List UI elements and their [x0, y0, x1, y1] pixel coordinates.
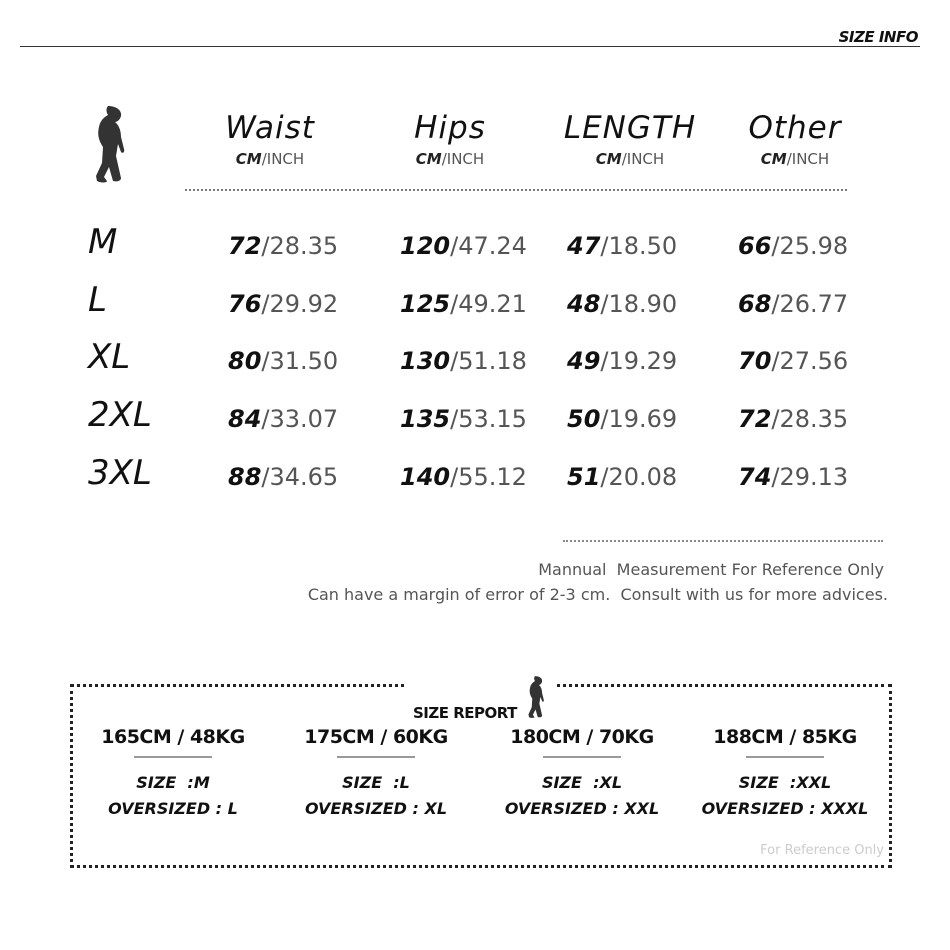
size-label: L — [88, 280, 107, 320]
oversized-size: OVERSIZED : XL — [304, 799, 448, 818]
cm-value: 66 — [738, 232, 772, 260]
cm-value: 72 — [228, 232, 262, 260]
inch-value: /19.29 — [600, 347, 678, 375]
cm-value: 72 — [738, 405, 772, 433]
oversized-size: OVERSIZED : XXL — [504, 799, 660, 818]
divider — [543, 756, 621, 758]
measurement-cell — [400, 463, 527, 491]
inch-value: /34.65 — [261, 463, 339, 491]
inch-value: /25.98 — [771, 232, 849, 260]
human-silhouette-icon — [86, 104, 130, 188]
size-label: 3XL — [88, 453, 152, 493]
measurement-cell — [228, 347, 338, 375]
inch-value: /51.18 — [450, 347, 527, 375]
cm-value: 84 — [228, 405, 262, 433]
cm-value: 74 — [738, 463, 772, 491]
size-report-item — [482, 726, 682, 822]
note-line-1: Mannual Measurement For Reference Only — [538, 560, 884, 579]
cm-value: 50 — [567, 405, 601, 433]
measurement-cell — [738, 290, 848, 318]
column-header-other: Other CM/INCH — [748, 110, 842, 168]
cm-value: 48 — [567, 290, 601, 318]
inch-value: /19.69 — [600, 405, 678, 433]
inch-value: /28.35 — [771, 405, 849, 433]
recommended-size: SIZE :M — [136, 773, 210, 792]
inch-value: /18.90 — [600, 290, 678, 318]
measurement-cell — [567, 463, 677, 491]
size-label: XL — [88, 337, 131, 377]
cm-value: 130 — [400, 347, 451, 375]
inch-value: /29.13 — [771, 463, 849, 491]
measurement-cell — [567, 290, 677, 318]
inch-value: /53.15 — [450, 405, 527, 433]
size-label: 2XL — [88, 395, 152, 435]
measurement-cell — [400, 347, 527, 375]
divider — [134, 756, 212, 758]
height-weight: 188CM / 85KG — [713, 726, 857, 748]
cm-value: 70 — [738, 347, 772, 375]
cm-value: 88 — [228, 463, 262, 491]
dotted-divider — [185, 189, 847, 191]
cm-value: 49 — [567, 347, 601, 375]
inch-value: /20.08 — [600, 463, 678, 491]
divider — [337, 756, 415, 758]
measurement-cell — [228, 232, 338, 260]
cm-value: 76 — [228, 290, 262, 318]
inch-value: /29.92 — [261, 290, 339, 318]
column-header-hips: Hips CM/INCH — [414, 110, 486, 168]
note-line-2: Can have a margin of error of 2-3 cm. Consult with us for more advices. — [307, 585, 888, 604]
size-report-item — [276, 726, 476, 822]
measurement-cell — [738, 347, 848, 375]
measurement-cell — [400, 232, 527, 260]
height-weight: 180CM / 70KG — [510, 726, 654, 748]
measurement-cell — [567, 347, 677, 375]
measurement-cell — [738, 232, 848, 260]
oversized-size: OVERSIZED : XXXL — [701, 799, 869, 818]
size-label: M — [88, 222, 118, 262]
measurement-cell — [228, 463, 338, 491]
cm-value: 80 — [228, 347, 262, 375]
measurement-cell — [228, 405, 338, 433]
measurement-cell — [400, 290, 527, 318]
height-weight: 175CM / 60KG — [304, 726, 448, 748]
height-weight: 165CM / 48KG — [101, 726, 245, 748]
recommended-size: SIZE :XXL — [738, 773, 832, 792]
divider — [20, 46, 920, 47]
recommended-size: SIZE :XL — [541, 773, 623, 792]
measurement-cell — [738, 405, 848, 433]
size-report-item — [685, 726, 885, 822]
inch-value: /49.21 — [450, 290, 527, 318]
inch-value: /33.07 — [261, 405, 339, 433]
inch-value: /27.56 — [771, 347, 849, 375]
divider — [746, 756, 824, 758]
inch-value: /26.77 — [771, 290, 849, 318]
cm-value: 47 — [567, 232, 601, 260]
cm-value: 125 — [400, 290, 451, 318]
size-report-title: SIZE REPORT — [405, 674, 555, 722]
measurement-cell — [567, 405, 677, 433]
page-title: SIZE INFO — [838, 28, 918, 46]
cm-value: 68 — [738, 290, 772, 318]
column-header-length: LENGTH CM/INCH — [563, 110, 697, 168]
cm-value: 51 — [567, 463, 601, 491]
measurement-cell — [567, 232, 677, 260]
cm-value: 135 — [400, 405, 451, 433]
inch-value: /31.50 — [261, 347, 339, 375]
oversized-size: OVERSIZED : L — [108, 799, 238, 818]
cm-value: 120 — [400, 232, 451, 260]
inch-value: /18.50 — [600, 232, 678, 260]
column-header-waist: Waist CM/INCH — [225, 110, 315, 168]
human-silhouette-icon — [523, 674, 547, 722]
reference-footnote: For Reference Only — [760, 843, 884, 858]
measurement-cell — [738, 463, 848, 491]
inch-value: /47.24 — [450, 232, 527, 260]
cm-value: 140 — [400, 463, 451, 491]
measurement-cell — [228, 290, 338, 318]
recommended-size: SIZE :L — [342, 773, 410, 792]
size-report-item — [73, 726, 273, 822]
dotted-divider — [563, 540, 883, 542]
measurement-cell — [400, 405, 527, 433]
inch-value: /28.35 — [261, 232, 339, 260]
inch-value: /55.12 — [450, 463, 527, 491]
